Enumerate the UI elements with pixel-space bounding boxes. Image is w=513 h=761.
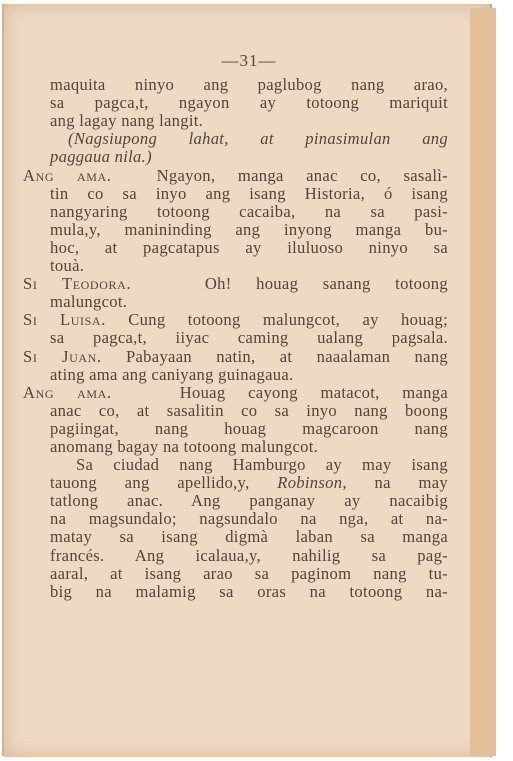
text-line: sa pagca,t, iiyac caming ualang pagsala. (50, 328, 448, 348)
text-line: sa pagca,t, ngayon ay totoong mariquit (50, 93, 448, 113)
dialogue-line (23, 384, 448, 402)
speaker-name: Si Luisa. (23, 310, 106, 330)
dialogue-text: Cung totoong malungcot, ay houag; (128, 310, 449, 330)
text-line: ating ama ang caniyang guinagaua. (50, 364, 294, 384)
text-line: Sa ciudad nang Hamburgo ay may isang (76, 455, 448, 475)
speaker-name: Si Teodora. (23, 274, 132, 294)
text-line: anac co, at sasalitin co sa inyo nang boong (50, 400, 448, 420)
text-line: tin co sa inyo ang isang Historia, ó isang (50, 183, 448, 203)
dialogue-line (23, 311, 448, 329)
dialogue-text: Pabayaan natin, at naaalaman nang (125, 346, 449, 366)
text-line: touà. (50, 256, 85, 276)
text-fragment: tauong ang apellido,y, (50, 473, 250, 493)
dialogue-line (23, 275, 448, 293)
dialogue-text: Oh! houag sanang totoong (204, 274, 448, 294)
text-line: maquita ninyo ang paglubog nang arao, (50, 75, 448, 95)
dialogue-text: Houag cayong matacot, manga (179, 382, 448, 402)
text-line: pagiingat, nang houag magcaroon nang (50, 418, 448, 438)
text-line: malungcot. (50, 292, 128, 312)
text-line: mula,y, manininding ang inyong manga bu- (50, 219, 448, 239)
dialogue-line (23, 348, 448, 366)
name-robinson: Robinson, (277, 473, 347, 493)
text-line: matay sa isang digmà laban sa manga (50, 527, 448, 547)
text-line: hoc, at pagcatapus ay iluluoso ninyo sa (50, 237, 448, 257)
text-line: tatlong anac. Ang panganay ay nacaibig (50, 491, 448, 511)
stage-direction: (Nagsiupong lahat, at pinasimulan ang (68, 129, 448, 149)
text-fragment: na may (374, 473, 448, 493)
text-line: francés. Ang icalaua,y, nahilig sa pag- (50, 545, 448, 565)
text-line: anomang bagay na totoong malungcot. (50, 436, 319, 456)
page-text (23, 51, 449, 601)
speaker-name: Ang ama. (23, 165, 112, 185)
stage-direction: paggaua nila.) (50, 147, 152, 167)
text-line: aaral, at isang arao sa paginom nang tu- (50, 563, 448, 583)
text-line: nangyaring totoong cacaiba, na sa pasi- (50, 201, 448, 221)
text-line: ang lagay nang langit. (50, 111, 204, 131)
page-right-edge (470, 8, 496, 756)
page-number: —31— (221, 51, 277, 70)
text-line: big na malamig sa oras na totoong na- (50, 581, 448, 601)
speaker-name: Ang ama. (23, 382, 112, 402)
dialogue-text: Ngayon, manga anac co, sasalì- (156, 165, 448, 185)
text-line: na magsundalo; nagsundalo na nga, at na- (50, 509, 448, 529)
dialogue-line (23, 167, 448, 185)
text-line (50, 474, 448, 492)
speaker-name: Si Juan. (23, 346, 102, 366)
